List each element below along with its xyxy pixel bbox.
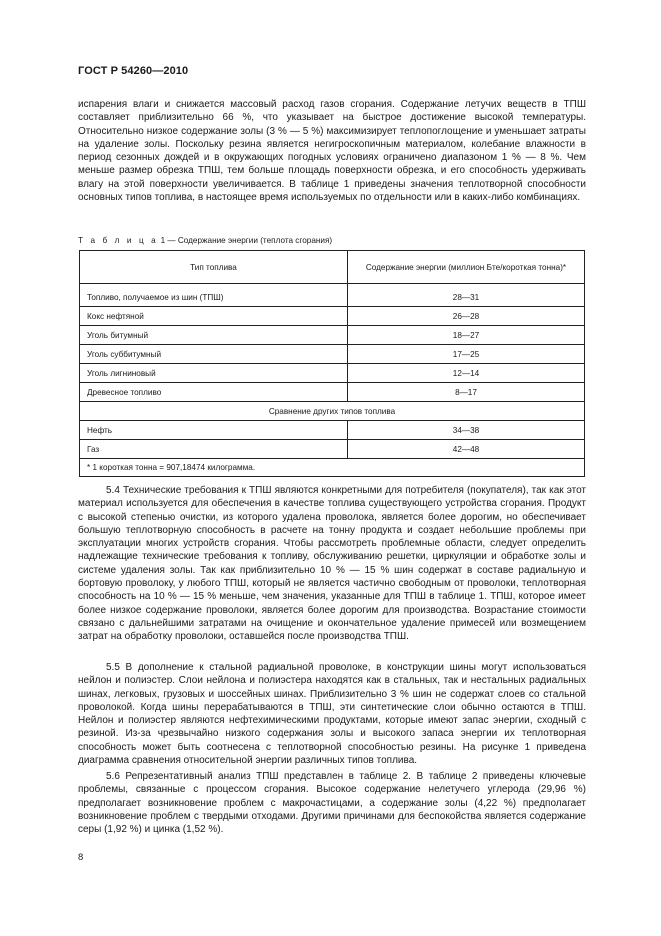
table-group-row: [80, 402, 585, 421]
table-row: [80, 345, 585, 364]
fuel-type-cell: Древесное топливо: [80, 383, 348, 402]
table-row: [80, 440, 585, 459]
section-5-5-paragraph: 5.5 В дополнение к стальной радиальной проволоке, в конструкции шины могут использоваться нейлон и полиэстер. Слои нейлона и полиэстера находятся как в стальных, так и нестальных радиальных шинах, легковых, грузовых и шоссейных шинах. Приблизительно 3 % шин не содержат слоев со стальной проволокой. Когда шины перерабатываются в ТПШ, эти синтетические слои обычно остаются в ТПШ. Нейлон и полиэстер являются нефтехимическими продуктами, которые имеют запас энергии, сходный с резиной. Из-за чрезвычайно низкого содержания золы и высокого запаса энергии их теплотворная способность может быть соотнесена с теплотворной способностью резины. На рисунке 1 приведена диаграмма сравнения относительной энергии различных типов топлива.: [78, 662, 586, 767]
intro-paragraph: испарения влаги и снижается массовый расход газов сгорания. Содержание летучих веществ в ТПШ составляет приблизительно 66 %, что указывает на быстрое достижение высокой температуры. Относительно низкое содержание золы (3 % — 5 %) максимизирует теплопоглощение и уменьшает затраты на удаление золы. Поскольку резина является негигроскопичным материалом, колебание влажности в период сезонных дождей и в окружающих погодных условиях ограничено диапазоном 1 % — 8 %. Чем меньше размер обрезка ТПШ, тем больше площадь поверхности обрезка, и его способность удерживать влагу на этой поверхности увеличивается. В таблице 1 приведены значения теплотворной способности основных типов топлива, в настоящее время используемых по отдельности или в каких-либо комбинациях.: [78, 99, 586, 204]
table-row: [80, 326, 585, 345]
table-footnote-row: [80, 459, 585, 477]
energy-content-table: [79, 250, 585, 477]
energy-value-cell: 18—27: [348, 326, 585, 345]
energy-value-cell: 12—14: [348, 364, 585, 383]
group-header-cell: Сравнение других типов топлива: [80, 402, 585, 421]
energy-value-cell: 8—17: [348, 383, 585, 402]
energy-value-cell: 42—48: [348, 440, 585, 459]
table-row: [80, 364, 585, 383]
table-header-row: [80, 251, 585, 284]
fuel-type-cell: Уголь лигнинoвый: [80, 364, 348, 383]
page-number: 8: [78, 852, 84, 863]
table-caption-prefix: Т а б л и ц а: [78, 236, 159, 245]
section-5-4-paragraph: 5.4 Технические требования к ТПШ являются конкретными для потребителя (покупателя), так как этот материал используется для обеспечения в качестве топлива существующего устройства сгорания. Продукт с высокой степенью очистки, из которого удалена проволока, является более дорогим, но обеспечивает большую теплотворную способность в расчете на тонну продукта и создает небольшие проблемы при эксплуатации многих устройств сгорания. Чтобы рассмотреть проблемные области, следует определить надлежащие технические требования к топливу, обслуживанию решетки, циркуляции и обработке золы и системе удаления золы. Так как приблизительно 10 % — 15 % шин содержат в составе радиальную и бортовую проволоку, у любого ТПШ, который не является частично свободным от проволоки, теплотворная способность на 10 % — 15 % меньше, чем значения, указанные для ТПШ в таблице 1. ТПШ, которое имеет более низкое содержание проволоки, является более дорогим для производства. Возрастание стоимости связано с дальнейшими затратами на очищение и окончательное удаление примесей или возмещением затрат на обработку проволоки, оставшейся после производства ТПШ.: [78, 485, 586, 643]
fuel-type-cell: Уголь суббитумный: [80, 345, 348, 364]
fuel-type-cell: Топливо, получаемое из шин (ТПШ): [80, 284, 348, 307]
fuel-type-cell: Уголь битумный: [80, 326, 348, 345]
column-header-energy-content: Содержание энергии (миллион Бте/короткая тонна)*: [348, 251, 585, 284]
table-caption: [78, 236, 332, 245]
table-row: [80, 421, 585, 440]
energy-value-cell: 28—31: [348, 284, 585, 307]
column-header-fuel-type: Тип топлива: [80, 251, 348, 284]
energy-value-cell: 34—38: [348, 421, 585, 440]
fuel-type-cell: Кокс нефтяной: [80, 307, 348, 326]
section-5-6-paragraph: 5.6 Репрезентативный анализ ТПШ представлен в таблице 2. В таблице 2 приведены ключевые проблемы, связанные с процессом сгорания. Высокое содержание нелетучего углерода (29,96 %) предполагает возникновение проблем с макрочастицами, а содержание золы (4,22 %) предполагает возникновение проблем с твердыми отходами. Другими причинами для беспокойства является содержание серы (1,92 %) и цинка (1,52 %).: [78, 771, 586, 836]
table-footnote: * 1 короткая тонна = 907,18474 килограмма.: [80, 459, 585, 477]
table-row: [80, 307, 585, 326]
energy-value-cell: 17—25: [348, 345, 585, 364]
table-row: [80, 284, 585, 307]
fuel-type-cell: Газ: [80, 440, 348, 459]
document-header: ГОСТ Р 54260—2010: [78, 65, 189, 77]
table-row: [80, 383, 585, 402]
energy-value-cell: 26—28: [348, 307, 585, 326]
fuel-type-cell: Нефть: [80, 421, 348, 440]
table-caption-title: 1 — Содержание энергии (теплота сгорания): [160, 236, 333, 245]
